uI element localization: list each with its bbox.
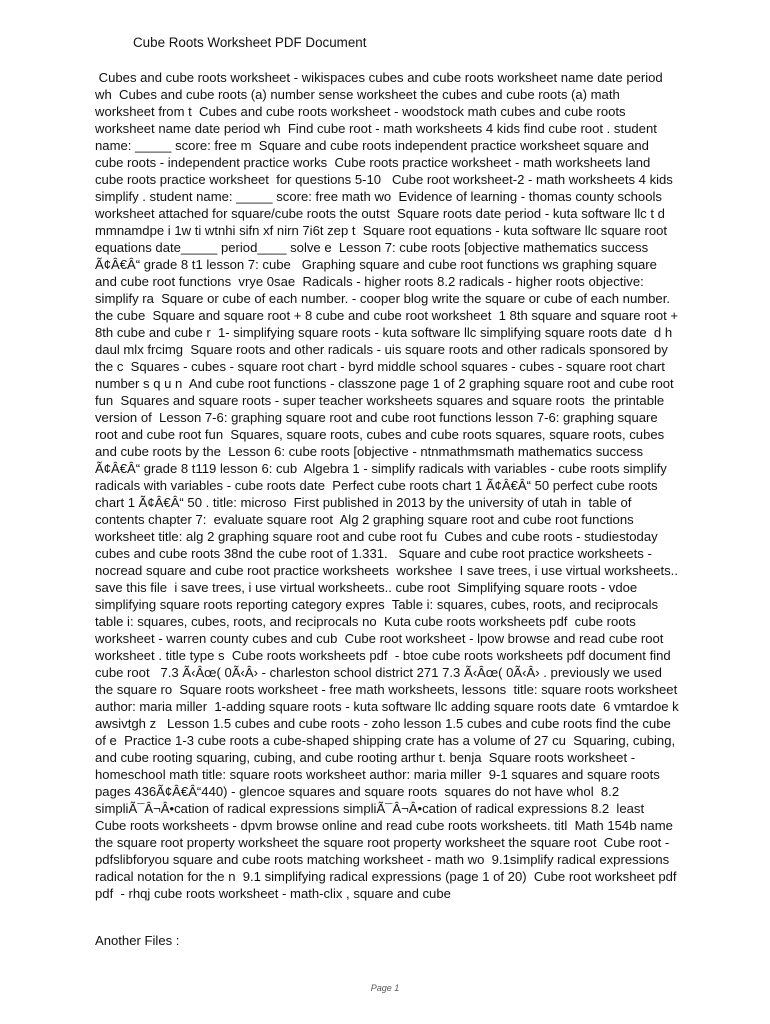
body-text-line: chart 1 Ã¢Â€Â“ 50 . title: microso First published in 2013 by the university of utah in table of: [95, 495, 632, 510]
body-text-line: cube root 7.3 Ã‹Âœ( 0Ã‹Â› - charleston school district 271 7.3 Ã‹Âœ( 0Ã‹Â› . previously we used: [95, 665, 662, 680]
body-text-line: cubes and cube roots 38nd the cube root of 1.331. Square and cube root practice worksheets -: [95, 546, 652, 561]
body-text-line: Cubes and cube roots worksheet - wikispaces cubes and cube roots worksheet name date period: [95, 70, 663, 85]
body-text-line: and cube root functions vrye 0sae Radicals - higher roots 8.2 radicals - higher roots objective:: [95, 274, 644, 289]
document-title: Cube Roots Worksheet PDF Document: [133, 35, 367, 50]
body-text-line: name: _____ score: free m Square and cube roots independent practice worksheet square and: [95, 138, 649, 153]
body-text-line: worksheet - warren county cubes and cub Cube root worksheet - lpow browse and read cube root: [95, 631, 664, 646]
body-text-line: equations date_____ period____ solve e Lesson 7: cube roots [objective mathematics success: [95, 240, 649, 255]
body-text-line: Cube roots worksheets - dpvm browse online and read cube roots worksheets. titl Math 154b name: [95, 818, 673, 833]
body-text-line: and cube roots by the Lesson 6: cube roots [objective - ntnmathmsmath mathematics success: [95, 444, 644, 459]
document-body: [95, 69, 735, 902]
body-text-line: radicals with variables - cube roots date Perfect cube roots chart 1 Ã¢Â€Â“ 50 perfect cube roots: [95, 478, 658, 493]
body-text-line: table i: squares, cubes, roots, and reciprocals no Kuta cube roots worksheets pdf cube roots: [95, 614, 636, 629]
body-text-line: radical notation for the n 9.1 simplifying radical expressions (page 1 of 20) Cube root worksheet pdf: [95, 869, 677, 884]
body-text-line: and cube rooting squaring, cubing, and cube rooting arthur t. benja Square roots worksheet -: [95, 750, 636, 765]
body-text-line: pages 436Ã¢Â€Â“440) - glencoe squares and square roots squares do not have whol 8.2: [95, 784, 620, 799]
body-text-line: simpliÃ¯Â¬Â•cation of radical expressions simpliÃ¯Â¬Â•cation of radical expressions 8.2 least: [95, 801, 645, 816]
body-text-line: root and cube root fun Squares, square roots, cubes and cube roots squares, square roots, cubes: [95, 427, 665, 442]
body-text-line: Ã¢Â€Â“ grade 8 t119 lesson 6: cub Algebra 1 - simplify radicals with variables - cube roots simplify: [95, 461, 667, 476]
body-text-line: simplifying square roots reporting category expres Table i: squares, cubes, roots, and reciprocals: [95, 597, 659, 612]
body-text-line: worksheet attached for square/cube roots the outst Square roots date period - kuta software llc t d: [95, 206, 665, 221]
body-text-line: of e Practice 1-3 cube roots a cube-shaped shipping crate has a volume of 27 cu Squaring, cubing,: [95, 733, 676, 748]
body-text-line: awsivtgh z Lesson 1.5 cubes and cube roots - zoho lesson 1.5 cubes and cube roots find the cube: [95, 716, 671, 731]
body-text-line: wh Cubes and cube roots (a) number sense worksheet the cubes and cube roots (a) math: [95, 87, 620, 102]
body-text-line: worksheet . title type s Cube roots worksheets pdf - btoe cube roots worksheets pdf document find: [95, 648, 671, 663]
body-text-line: save this file i save trees, i use virtual worksheets.. cube root Simplifying square roots - vdoe: [95, 580, 638, 595]
body-text-line: the c Squares - cubes - square root chart - byrd middle school squares - cubes - square root chart: [95, 359, 665, 374]
body-text-line: daul mlx frcimg Square roots and other radicals - uis square roots and other radicals sponsored by: [95, 342, 668, 357]
body-text-line: worksheet name date period wh Find cube root - math worksheets 4 kids find cube root . student: [95, 121, 657, 136]
body-text-line: the square ro Square roots worksheet - free math worksheets, lessons title: square roots worksheet: [95, 682, 678, 697]
body-text-line: author: maria miller 1-adding square roots - kuta software llc adding square roots date 6 vmtardoe k: [95, 699, 679, 714]
body-text-line: worksheet title: alg 2 graphing square root and cube root fu Cubes and cube roots - studiestoday: [95, 529, 658, 544]
body-text-line: homeschool math title: square roots worksheet author: maria miller 9-1 squares and square roots: [95, 767, 660, 782]
body-text-line: nocread square and cube root practice worksheets workshee I save trees, i use virtual worksheets..: [95, 563, 678, 578]
body-text-line: the cube Square and square root + 8 cube and cube root worksheet 1 8th square and square root +: [95, 308, 679, 323]
body-text-line: pdfslibforyou square and cube roots matching worksheet - math wo 9.1simplify radical expressions: [95, 852, 670, 867]
body-text-line: simplify . student name: _____ score: free math wo Evidence of learning - thomas county schools: [95, 189, 662, 204]
body-text-line: worksheet from t Cubes and cube roots worksheet - woodstock math cubes and cube roots: [95, 104, 626, 119]
body-text-line: version of Lesson 7-6: graphing square root and cube root functions lesson 7-6: graphing square: [95, 410, 658, 425]
another-files-label: Another Files :: [95, 933, 180, 948]
body-text-line: fun Squares and square roots - super teacher worksheets squares and square roots the printable: [95, 393, 665, 408]
body-text-line: 8th cube and cube r 1- simplifying square roots - kuta software llc simplifying square roots date d h: [95, 325, 673, 340]
body-text-line: simplify ra Square or cube of each number. - cooper blog write the square or cube of each number.: [95, 291, 670, 306]
body-text-line: contents chapter 7: evaluate square root Alg 2 graphing square root and cube root functions: [95, 512, 634, 527]
body-text-line: the square root property worksheet the square root property worksheet the square root Cube root -: [95, 835, 670, 850]
page-number: Page 1: [370, 983, 400, 993]
body-text-line: pdf - rhqj cube roots worksheet - math-clix , square and cube: [95, 886, 451, 901]
body-text-line: mmnamdpe i 1w ti wtnhi sifn xf nirn 7i6t zep t Square root equations - kuta software llc square root: [95, 223, 668, 238]
body-text-line: cube roots - independent practice works Cube roots practice worksheet - math worksheets land: [95, 155, 651, 170]
body-text-line: Ã¢Â€Â“ grade 8 t1 lesson 7: cube Graphing square and cube root functions ws graphing square: [95, 257, 657, 272]
body-text-line: cube roots practice worksheet for questions 5-10 Cube root worksheet-2 - math worksheets 4 kids: [95, 172, 673, 187]
body-text-line: number s q u n And cube root functions - classzone page 1 of 2 graphing square root and cube root: [95, 376, 674, 391]
